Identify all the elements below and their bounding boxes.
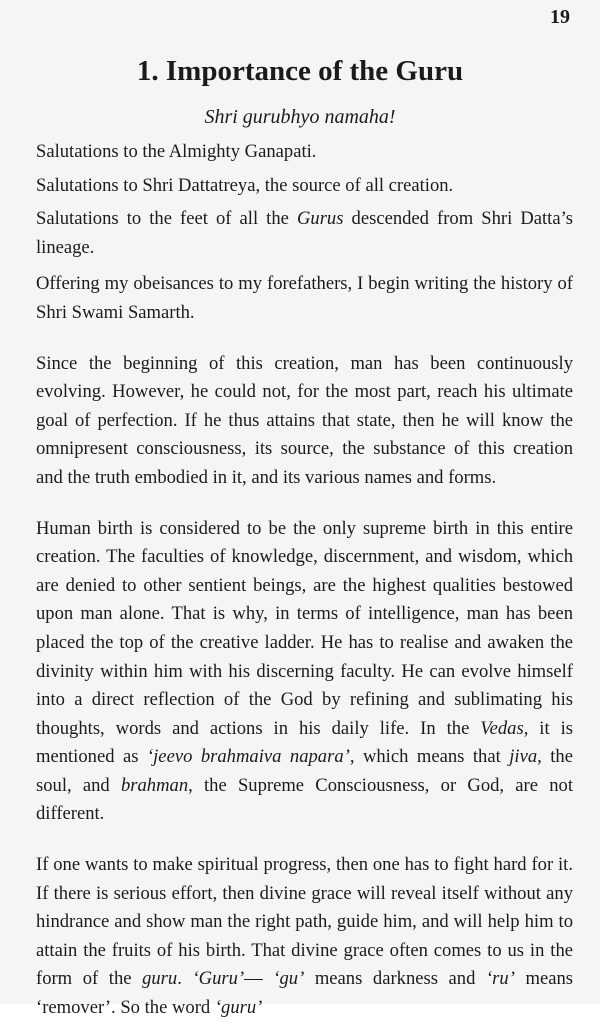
salutation-italic: Gurus: [296, 208, 344, 230]
paragraph-text: If one wants to make spiritual progress, then one has to fight hard for it. If there is serious effort, then divine grace will reveal itself without any hindrance and show man the right path, guide him, and will help him to attain the fruits of his birth. That divine grace often comes to us in the form of the: [36, 854, 573, 990]
paragraph-text: , which means that: [349, 746, 510, 768]
body-paragraph: Since the beginning of this creation, man has been continuously evolving. However, he could not, for the most part, reach his ultimate goal of perfection. If he thus attains that state, then he will know the omnipresent consciousness, its source, the substance of this creation and the truth embodied in it, and its various names and forms.: [36, 352, 573, 488]
body-paragraph: [36, 515, 573, 830]
chapter-invocation: Shri gurubhyo namaha!: [204, 106, 396, 128]
paragraph-italic: jiva,: [509, 746, 542, 768]
paragraph-italic: brahman: [120, 774, 189, 796]
salutation-text: Salutations to the feet of all the: [36, 208, 297, 230]
paragraph-text: —: [244, 968, 274, 990]
paragraph-italic: ‘jeevo brahmaiva napara’: [146, 746, 350, 768]
salutation-line: Salutations to the Almighty Ganapati.: [36, 141, 317, 162]
paragraph-italic: guru: [142, 968, 178, 990]
paragraph-italic: ‘Guru’: [192, 968, 245, 990]
chapter-title: 1. Importance of the Guru: [136, 55, 464, 87]
chapter-body: [36, 138, 573, 1023]
page-number: 19: [550, 6, 570, 28]
salutation-line: [36, 205, 573, 262]
paragraph-italic: ‘guru’: [214, 997, 263, 1019]
paragraph-text: , it is mentioned as: [36, 717, 573, 768]
paragraph-text: means darkness and: [304, 968, 486, 990]
paragraph-text: means ‘remover’. So the word: [36, 968, 573, 1019]
paragraph-italic: ‘ru’: [485, 968, 515, 990]
paragraph-text: Human birth is considered to be the only supreme birth in this entire creation. The faculties of knowledge, discernment, and wisdom, which are denied to other sentient beings, are the highest qualities bestowed upon man alone. That is why, in terms of intelligence, man has been placed the top of the creative ladder. He has to realise and awaken the divinity within him with his discerning faculty. He can evolve himself into a direct reflection of the God by refining and sublimating his thoughts, words and actions in his daily life. In the: [36, 517, 573, 739]
offering-paragraph: Offering my obeisances to my forefathers, I begin writing the history of Shri Swami Samarth.: [36, 273, 573, 323]
paragraph-italic: ‘gu’: [273, 968, 305, 990]
paragraph-text: the soul, and: [36, 746, 573, 796]
salutation-line: Salutations to Shri Dattatreya, the source of all creation.: [36, 174, 454, 196]
paragraph-text: , the Supreme Consciousness, or God, are not different.: [36, 774, 573, 825]
paragraph-italic: Vedas: [480, 717, 524, 739]
salutation-text: descended from Shri Datta’s lineage.: [36, 208, 573, 258]
body-paragraph: [36, 851, 573, 1023]
paragraph-text: .: [177, 968, 193, 990]
